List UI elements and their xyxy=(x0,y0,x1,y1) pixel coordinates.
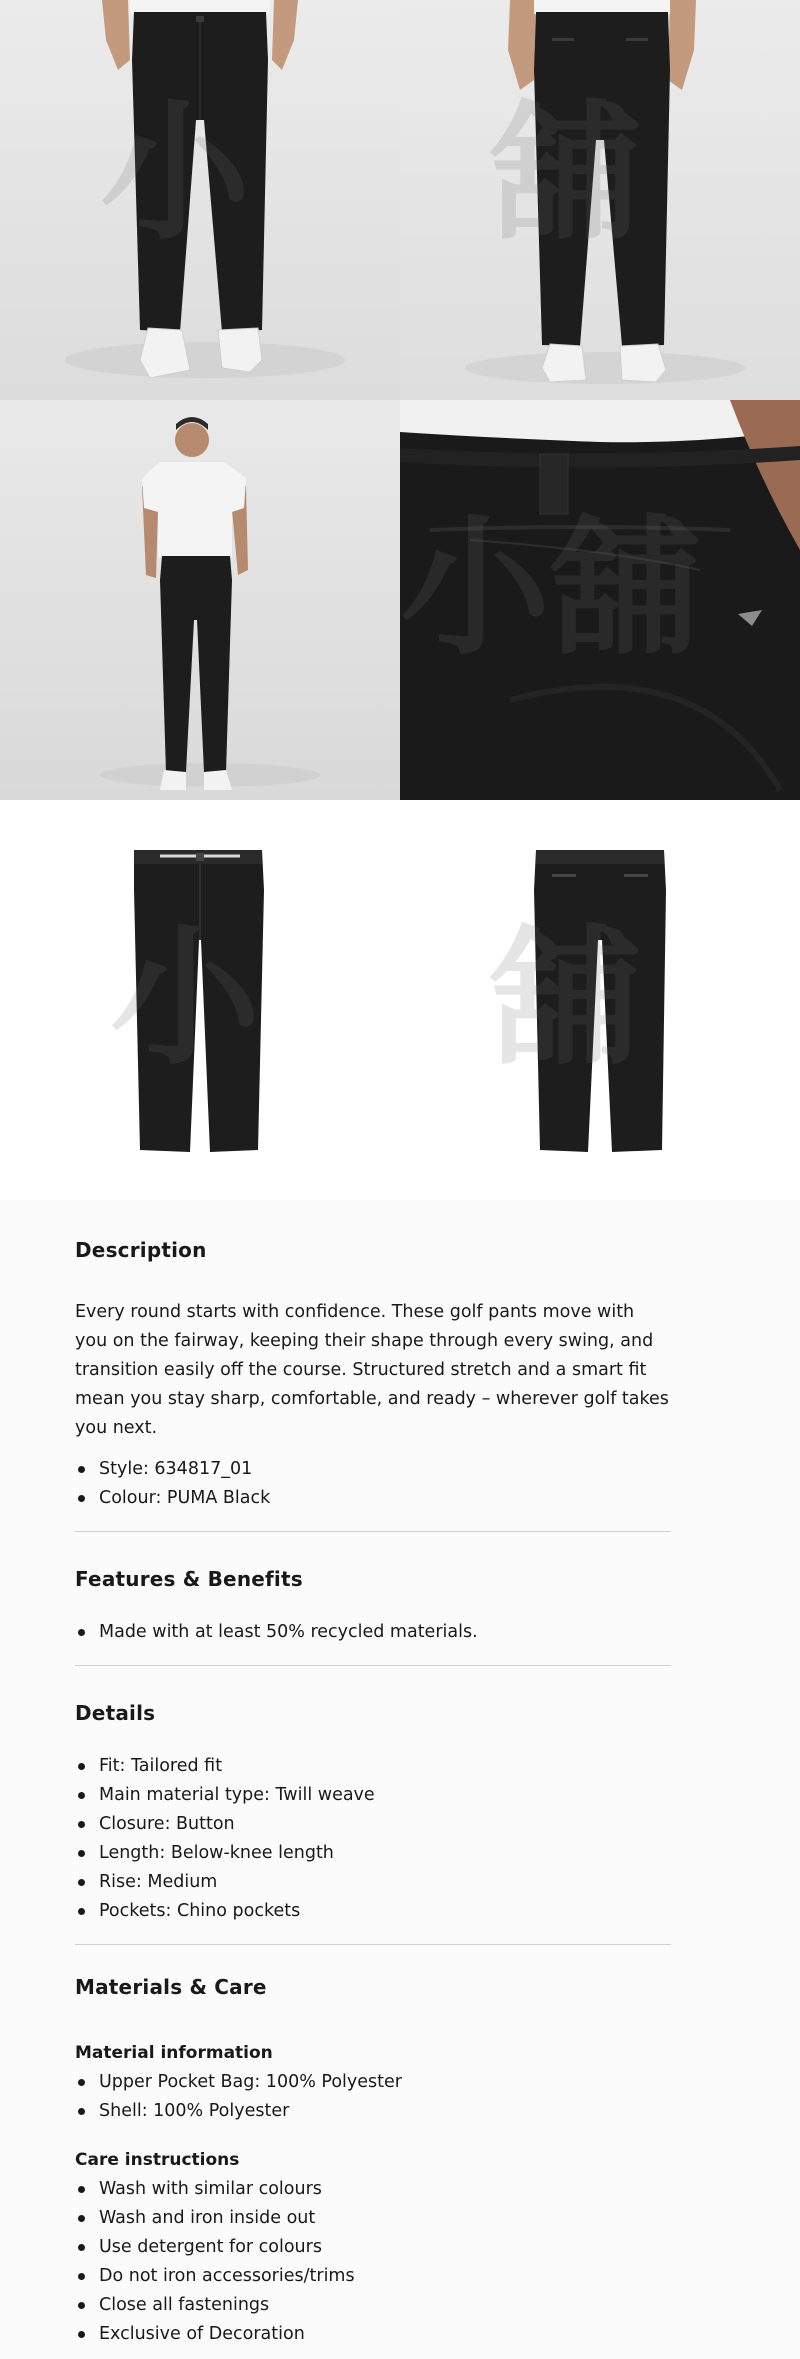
features-section xyxy=(75,1532,671,1666)
list-item: Shell: 100% Polyester xyxy=(75,2097,671,2126)
description-text: Every round starts with confidence. These golf pants move with you on the fairway, keeping their shape through every swing, and transition easily off the course. Structured stretch and a smart fit mean you stay sharp, comfortable, and ready – wherever golf takes you next. xyxy=(75,1302,669,1438)
features-list xyxy=(75,1618,671,1647)
model-back-legs-photo xyxy=(400,0,800,400)
materials-section xyxy=(75,1945,671,2359)
material-info-title: Material information xyxy=(75,2043,273,2063)
features-title[interactable]: Features & Benefits xyxy=(75,1567,303,1591)
details-list xyxy=(75,1752,671,1926)
svg-text:舖: 舖 xyxy=(550,502,701,676)
list-item: Style: 634817_01 xyxy=(75,1455,671,1484)
list-item: Closure: Button xyxy=(75,1810,671,1839)
svg-text:小: 小 xyxy=(110,912,261,1086)
list-item: Length: Below-knee length xyxy=(75,1839,671,1868)
svg-text:舖: 舖 xyxy=(490,912,641,1086)
list-item: Main material type: Twill weave xyxy=(75,1781,671,1810)
materials-title[interactable]: Materials & Care xyxy=(75,1975,267,1999)
list-item: Made with at least 50% recycled materials. xyxy=(75,1618,671,1647)
model-full-body-photo xyxy=(0,400,400,800)
model-front-legs-photo xyxy=(0,0,400,400)
details-section xyxy=(75,1666,671,1945)
svg-text:舖: 舖 xyxy=(490,87,641,261)
list-item: Wash and iron inside out xyxy=(75,2204,671,2233)
gallery-image-full-body[interactable] xyxy=(0,400,400,800)
product-flat-images xyxy=(0,800,800,1200)
gallery-image-front[interactable] xyxy=(0,0,400,400)
list-item: Fit: Tailored fit xyxy=(75,1752,671,1781)
gallery-image-back[interactable] xyxy=(400,0,800,400)
list-item: Wash with similar colours xyxy=(75,2175,671,2204)
list-item: Exclusive of Decoration xyxy=(75,2320,671,2349)
list-item: Rise: Medium xyxy=(75,1868,671,1897)
care-instructions-list xyxy=(75,2175,671,2349)
pants-flat-back-photo xyxy=(400,800,800,1200)
list-item: Do not iron accessories/trims xyxy=(75,2262,671,2291)
list-item: Upper Pocket Bag: 100% Polyester xyxy=(75,2068,671,2097)
gallery-image-flat-front[interactable] xyxy=(0,800,400,1200)
product-info xyxy=(75,1200,671,2359)
gallery-image-pocket-detail[interactable] xyxy=(400,400,800,800)
details-title[interactable]: Details xyxy=(75,1701,156,1725)
material-info-list xyxy=(75,2068,671,2126)
description-title[interactable]: Description xyxy=(75,1238,207,1262)
list-item: Close all fastenings xyxy=(75,2291,671,2320)
list-item: Pockets: Chino pockets xyxy=(75,1897,671,1926)
description-list xyxy=(75,1455,671,1513)
svg-text:小: 小 xyxy=(100,87,251,261)
description-section xyxy=(75,1200,671,1532)
list-item: Use detergent for colours xyxy=(75,2233,671,2262)
pants-flat-front-photo xyxy=(0,800,400,1200)
list-item: Colour: PUMA Black xyxy=(75,1484,671,1513)
product-gallery xyxy=(0,0,800,800)
care-instructions-title: Care instructions xyxy=(75,2150,240,2170)
back-pocket-closeup-photo xyxy=(400,400,800,800)
svg-text:小: 小 xyxy=(400,502,551,676)
gallery-image-flat-back[interactable] xyxy=(400,800,800,1200)
